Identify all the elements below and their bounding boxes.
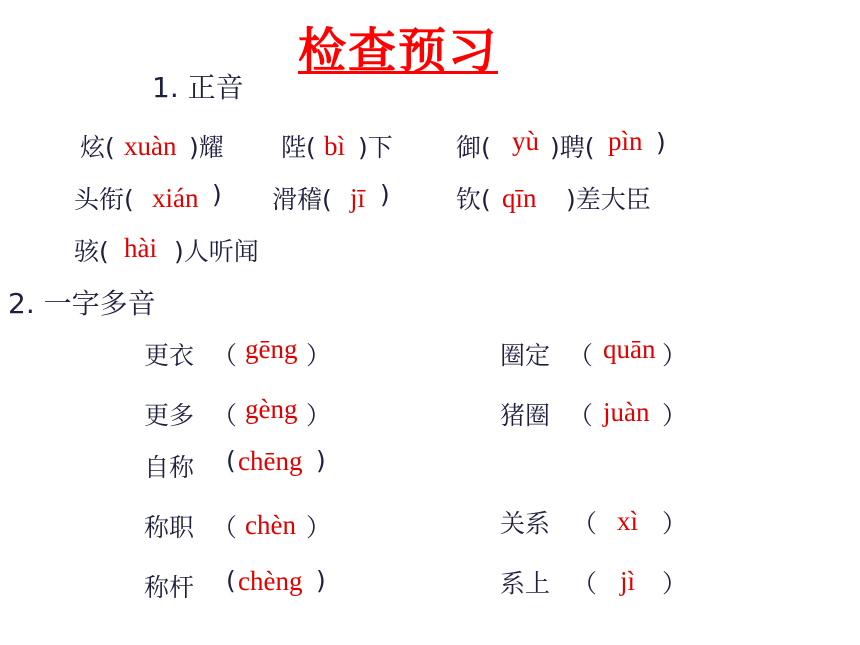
word: 更衣 [144,341,195,370]
pron-pinyin: yù [512,126,539,156]
bracket: ） [662,341,688,370]
bracket: ) [316,566,326,595]
pron-pinyin: xián [152,183,199,213]
pron-item: 滑稽( [272,185,332,214]
word-pinyin: quān [603,334,656,364]
pron-pinyin: qīn [502,183,537,213]
pron-item: ) [212,180,222,209]
pron-item: ) [380,180,390,209]
bracket: ） [662,569,688,598]
pron-item: )人听闻 [174,237,259,266]
pron-item: )聘( [550,133,595,162]
bracket: ） [306,341,332,370]
word: 猪圈 [500,401,551,430]
page-title: 检查预习 [298,23,499,79]
word: 称职 [144,513,195,542]
bracket: （ [212,513,238,542]
pron-item: 钦( [456,185,491,214]
word: 系上 [500,569,551,598]
pron-pinyin: hài [124,233,157,263]
word-pinyin: chèng [238,566,303,596]
bracket: ） [306,513,332,542]
pron-item: 炫( [80,133,115,162]
word-pinyin: chēng [238,446,303,476]
pron-item: ) [656,128,666,157]
bracket: ） [662,509,688,538]
section-heading-2: 2. 一字多音 [8,287,156,320]
pron-pinyin: jī [350,183,366,213]
word: 自称 [144,453,195,482]
word-pinyin: juàn [603,397,650,427]
bracket: （ [572,509,598,538]
bracket: ） [662,401,688,430]
word: 称杆 [144,573,195,602]
bracket: ) [316,446,326,475]
bracket: （ [568,401,594,430]
word-pinyin: gèng [245,394,298,424]
word: 关系 [500,509,551,538]
word-pinyin: jì [620,566,636,596]
bracket: （ [212,401,238,430]
pron-item: 头衔( [74,185,134,214]
bracket: ( [226,446,236,475]
pron-pinyin: bì [324,131,346,161]
word-pinyin: chèn [245,510,296,540]
bracket: ） [306,401,332,430]
pron-item: 御( [456,133,491,162]
bracket: （ [572,569,598,598]
word-pinyin: gēng [245,334,298,364]
pron-item: 陛( [281,133,316,162]
pron-item: )差大臣 [566,185,651,214]
pron-pinyin: pìn [608,126,643,156]
bracket: （ [568,341,594,370]
pron-item: 骇( [74,237,109,266]
bracket: ( [226,566,236,595]
pron-item: )下 [358,133,393,162]
bracket: （ [212,341,238,370]
pron-item: )耀 [189,133,224,162]
section-heading-1: 1. 正音 [152,71,244,104]
word: 圈定 [500,341,551,370]
word-pinyin: xì [617,506,639,536]
pron-pinyin: xuàn [124,131,177,161]
word: 更多 [144,401,195,430]
